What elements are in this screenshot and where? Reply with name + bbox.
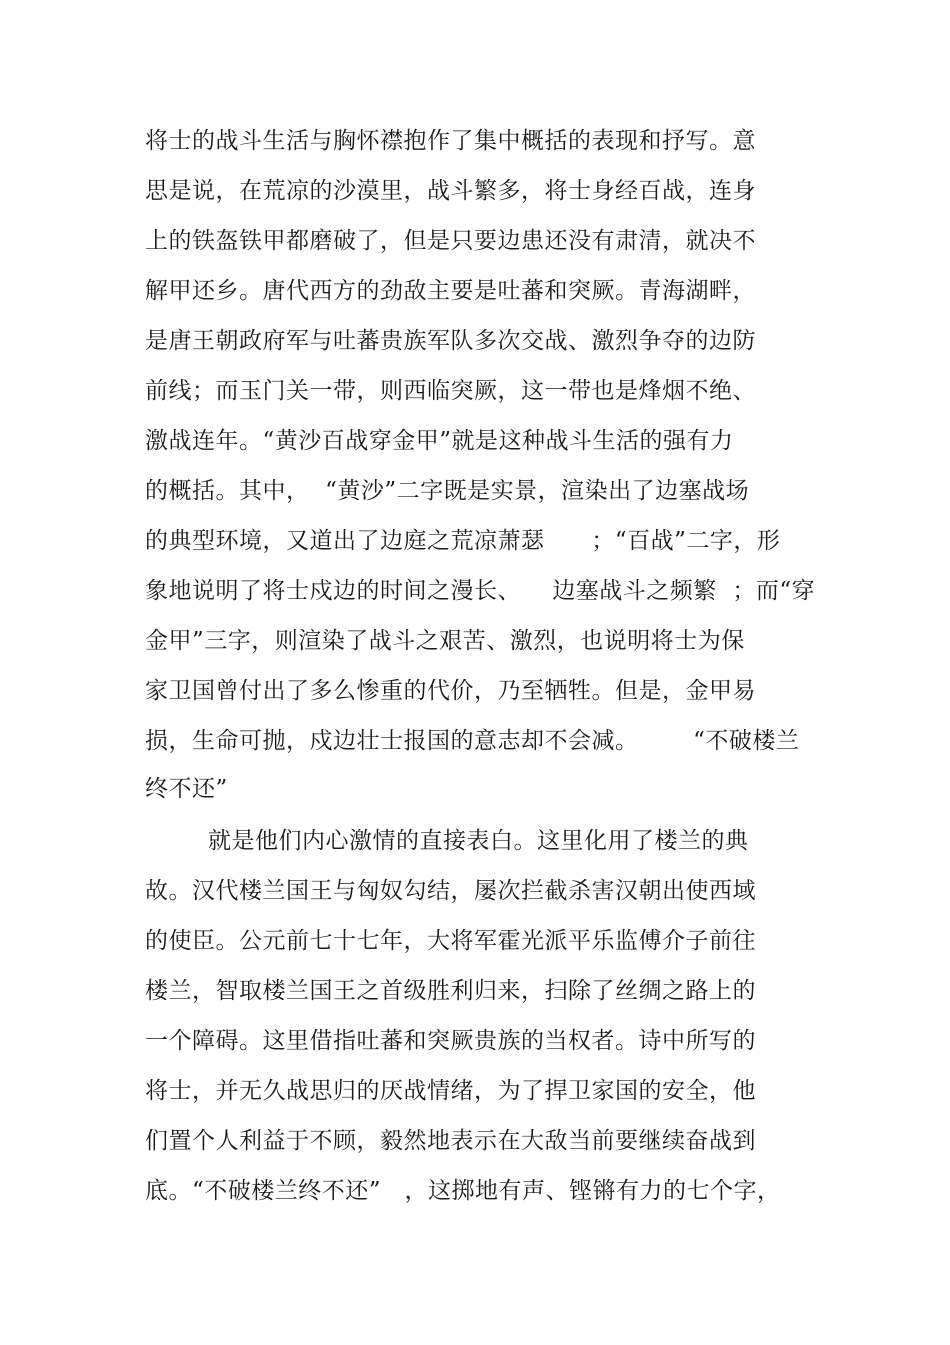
text-line: 楼兰，智取楼兰国王之首级胜利归来，扫除了丝绸之路上的 xyxy=(145,978,756,1004)
text-line: 象地说明了将士戍边的时间之漫长、 边塞战斗之频繁 ；而“穿 xyxy=(145,578,816,604)
text-line: 的概括。其中， “黄沙”二字既是实景，渲染出了边塞战场 xyxy=(145,478,750,504)
text-line: 激战连年。“黄沙百战穿金甲”就是这种战斗生活的强有力 xyxy=(145,428,734,454)
text-line: 将士，并无久战思归的厌战情绪，为了捍卫家国的安全，他 xyxy=(145,1078,756,1104)
text-line: 的使臣。公元前七十七年，大将军霍光派平乐监傅介子前往 xyxy=(145,928,756,954)
text-line: 们置个人利益于不顾，毅然地表示在大敌当前要继续奋战到 xyxy=(145,1128,756,1154)
text-line: 金甲”三字，则渲染了战斗之艰苦、激烈，也说明将士为保 xyxy=(145,628,745,654)
paragraph-first-line: 就是他们内心激情的直接表白。这里化用了楼兰的典 xyxy=(208,828,749,854)
text-line: 故。汉代楼兰国王与匈奴勾结，屡次拦截杀害汉朝出使西域 xyxy=(145,878,756,904)
text-line: 的典型环境，又道出了边庭之荒凉萧瑟 ；“百战”二字，形 xyxy=(145,528,781,554)
text-line: 家卫国曾付出了多么惨重的代价，乃至牺牲。但是，金甲易 xyxy=(145,678,756,704)
text-line: 前线；而玉门关一带，则西临突厥，这一带也是烽烟不绝、 xyxy=(145,378,756,404)
text-line: 解甲还乡。唐代西方的劲敌主要是吐蕃和突厥。青海湖畔， xyxy=(145,278,756,304)
text-line: 损，生命可抛，戍边壮士报国的意志却不会减。 “不破楼兰 xyxy=(145,728,800,754)
text-line: 将士的战斗生活与胸怀襟抱作了集中概括的表现和抒写。意 xyxy=(145,128,756,154)
text-line: 底。“不破楼兰终不还” ，这掷地有声、铿锵有力的七个字， xyxy=(145,1178,781,1204)
text-line: 一个障碍。这里借指吐蕃和突厥贵族的当权者。诗中所写的 xyxy=(145,1028,756,1054)
text-line: 上的铁盔铁甲都磨破了，但是只要边患还没有肃清，就决不 xyxy=(145,228,756,254)
text-line: 是唐王朝政府军与吐蕃贵族军队多次交战、激烈争夺的边防 xyxy=(145,328,756,354)
text-line: 终不还” xyxy=(145,776,228,802)
text-line: 思是说，在荒凉的沙漠里，战斗繁多，将士身经百战，连身 xyxy=(145,178,756,204)
